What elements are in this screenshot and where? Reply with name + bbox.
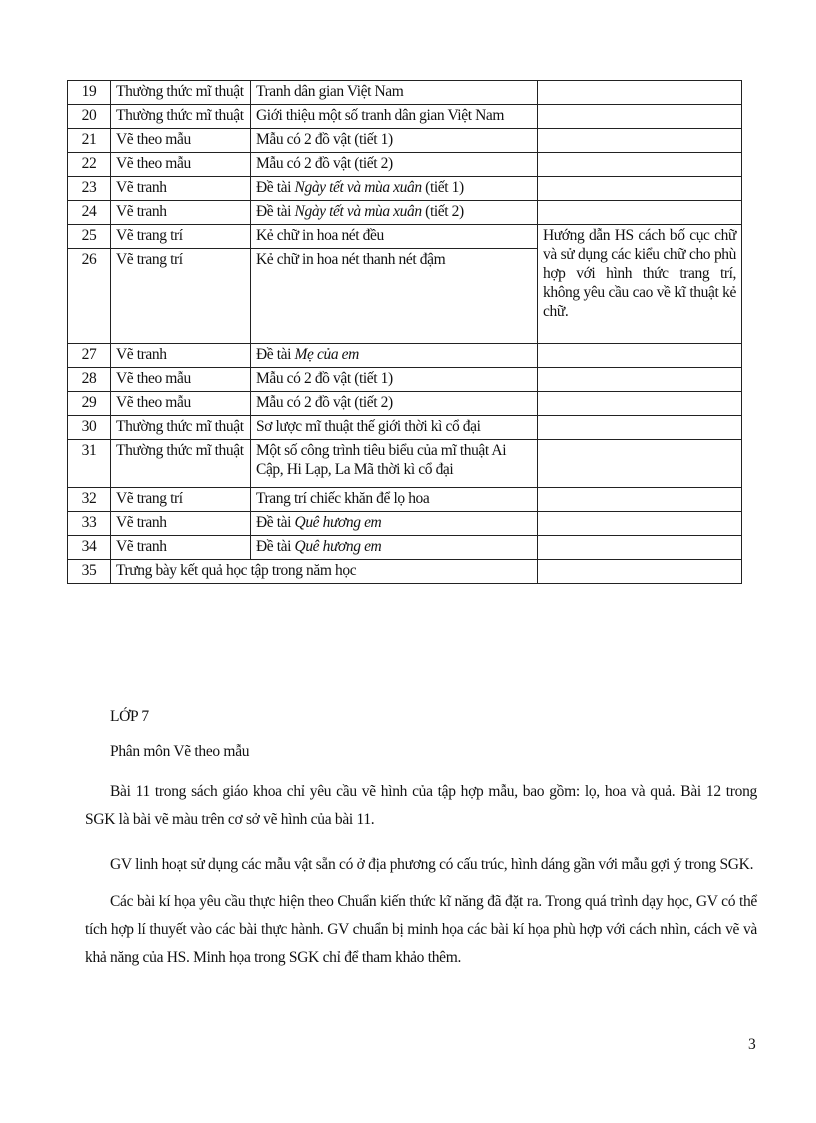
lesson-note [538, 560, 742, 584]
lesson-note [538, 536, 742, 560]
lesson-subject: Thường thức mĩ thuật [111, 81, 251, 105]
topic-prefix: Đề tài [256, 514, 295, 531]
table-row [68, 201, 742, 225]
topic-prefix: Đề tài [256, 346, 295, 363]
lesson-number: 31 [68, 440, 111, 488]
lesson-topic: Mẫu có 2 đồ vật (tiết 1) [251, 368, 538, 392]
topic-title: Ngày tết và mùa xuân [294, 203, 422, 220]
lesson-subject: Thường thức mĩ thuật [111, 440, 251, 488]
table-row [68, 344, 742, 368]
lesson-note [538, 81, 742, 105]
table-row [68, 416, 742, 440]
lesson-topic [251, 536, 538, 560]
lesson-subject: Vẽ tranh [111, 201, 251, 225]
lesson-note [538, 105, 742, 129]
merged-note: Hướng dẫn HS cách bố cục chữ và sử dụng các kiểu chữ cho phù hợp với hình thức trang trí, không yêu cầu cao về kĩ thuật kẻ chữ. [538, 225, 742, 344]
topic-title: Quê hương em [294, 514, 382, 531]
lesson-note [538, 488, 742, 512]
lesson-number: 32 [68, 488, 111, 512]
lesson-topic: Giới thiệu một số tranh dân gian Việt Nam [251, 105, 538, 129]
lesson-number: 26 [68, 249, 111, 344]
lesson-note [538, 392, 742, 416]
table-row [68, 177, 742, 201]
table-row [68, 392, 742, 416]
lesson-number: 24 [68, 201, 111, 225]
lesson-number: 35 [68, 560, 111, 584]
topic-prefix: Đề tài [256, 538, 295, 555]
lesson-number: 30 [68, 416, 111, 440]
lesson-note [538, 440, 742, 488]
lesson-topic: Kẻ chữ in hoa nét đều [251, 225, 538, 249]
table-row [68, 488, 742, 512]
lesson-subject: Vẽ tranh [111, 344, 251, 368]
lesson-topic: Sơ lược mĩ thuật thế giới thời kì cổ đại [251, 416, 538, 440]
lesson-number: 33 [68, 512, 111, 536]
table-row [68, 153, 742, 177]
table-row [68, 81, 742, 105]
lesson-note [538, 177, 742, 201]
lesson-note [538, 153, 742, 177]
paragraph: Các bài kí họa yêu cầu thực hiện theo Chuẩn kiến thức kĩ năng đã đặt ra. Trong quá trình dạy học, GV có thể tích hợp lí thuyết vào các bài thực hành. GV chuẩn bị minh họa các bài kí họa phù hợp với cách nhìn, cách vẽ và khả năng của HS. Minh họa trong SGK chỉ để tham khảo thêm. [85, 893, 757, 966]
lesson-note [538, 416, 742, 440]
lesson-subject: Vẽ theo mẫu [111, 392, 251, 416]
page-number: 3 [748, 1036, 756, 1053]
table-row [68, 105, 742, 129]
lesson-topic: Tranh dân gian Việt Nam [251, 81, 538, 105]
lesson-topic [251, 201, 538, 225]
table-row [68, 536, 742, 560]
table-row [68, 512, 742, 536]
lesson-subject: Vẽ trang trí [111, 225, 251, 249]
topic-title: Mẹ của em [294, 346, 359, 363]
lesson-topic [251, 177, 538, 201]
lesson-subject: Vẽ trang trí [111, 488, 251, 512]
topic-suffix: (tiết 2) [421, 203, 464, 220]
lesson-number: 22 [68, 153, 111, 177]
lesson-subject: Thường thức mĩ thuật [111, 416, 251, 440]
section-subheading: Phân môn Vẽ theo mẫu [110, 743, 250, 760]
lesson-number: 29 [68, 392, 111, 416]
lesson-topic: Kẻ chữ in hoa nét thanh nét đậm [251, 249, 538, 344]
table-row [68, 225, 742, 249]
lesson-subject: Vẽ tranh [111, 177, 251, 201]
table-row [68, 129, 742, 153]
lesson-subject: Thường thức mĩ thuật [111, 105, 251, 129]
lesson-topic: Mẫu có 2 đồ vật (tiết 2) [251, 392, 538, 416]
lesson-number: 23 [68, 177, 111, 201]
lesson-note [538, 344, 742, 368]
lesson-number: 25 [68, 225, 111, 249]
lesson-number: 19 [68, 81, 111, 105]
topic-title: Quê hương em [294, 538, 382, 555]
table-row [68, 440, 742, 488]
lesson-subject: Vẽ theo mẫu [111, 368, 251, 392]
lesson-topic: Trang trí chiếc khăn để lọ hoa [251, 488, 538, 512]
lesson-number: 20 [68, 105, 111, 129]
lesson-subject: Vẽ tranh [111, 536, 251, 560]
paragraph: Bài 11 trong sách giáo khoa chỉ yêu cầu vẽ hình của tập hợp mẫu, bao gồm: lọ, hoa và quả. Bài 12 trong SGK là bài vẽ màu trên cơ sở vẽ hình của bài 11. [85, 783, 757, 828]
grade-heading: LỚP 7 [110, 708, 149, 725]
lesson-note [538, 368, 742, 392]
lesson-number: 28 [68, 368, 111, 392]
lesson-subject: Vẽ theo mẫu [111, 153, 251, 177]
lesson-number: 21 [68, 129, 111, 153]
topic-prefix: Đề tài [256, 203, 295, 220]
lesson-number: 34 [68, 536, 111, 560]
lesson-subject: Vẽ tranh [111, 512, 251, 536]
lesson-note [538, 129, 742, 153]
lesson-topic: Một số công trình tiêu biểu của mĩ thuật Ai Cập, Hi Lạp, La Mã thời kì cổ đại [251, 440, 538, 488]
lesson-subject: Vẽ theo mẫu [111, 129, 251, 153]
lesson-merged-topic: Trưng bày kết quả học tập trong năm học [111, 560, 538, 584]
lesson-note [538, 512, 742, 536]
lesson-note [538, 201, 742, 225]
lesson-subject: Vẽ trang trí [111, 249, 251, 344]
lesson-topic [251, 512, 538, 536]
lesson-number: 27 [68, 344, 111, 368]
topic-title: Ngày tết và mùa xuân [294, 179, 422, 196]
curriculum-table [67, 80, 742, 584]
lesson-topic [251, 344, 538, 368]
lesson-topic: Mẫu có 2 đồ vật (tiết 2) [251, 153, 538, 177]
topic-prefix: Đề tài [256, 179, 295, 196]
topic-suffix: (tiết 1) [421, 179, 464, 196]
paragraph: GV linh hoạt sử dụng các mẫu vật sẵn có ở địa phương có cấu trúc, hình dáng gần với mẫu gợi ý trong SGK. [110, 856, 754, 873]
lesson-topic: Mẫu có 2 đồ vật (tiết 1) [251, 129, 538, 153]
table-row [68, 368, 742, 392]
table-row [68, 560, 742, 584]
